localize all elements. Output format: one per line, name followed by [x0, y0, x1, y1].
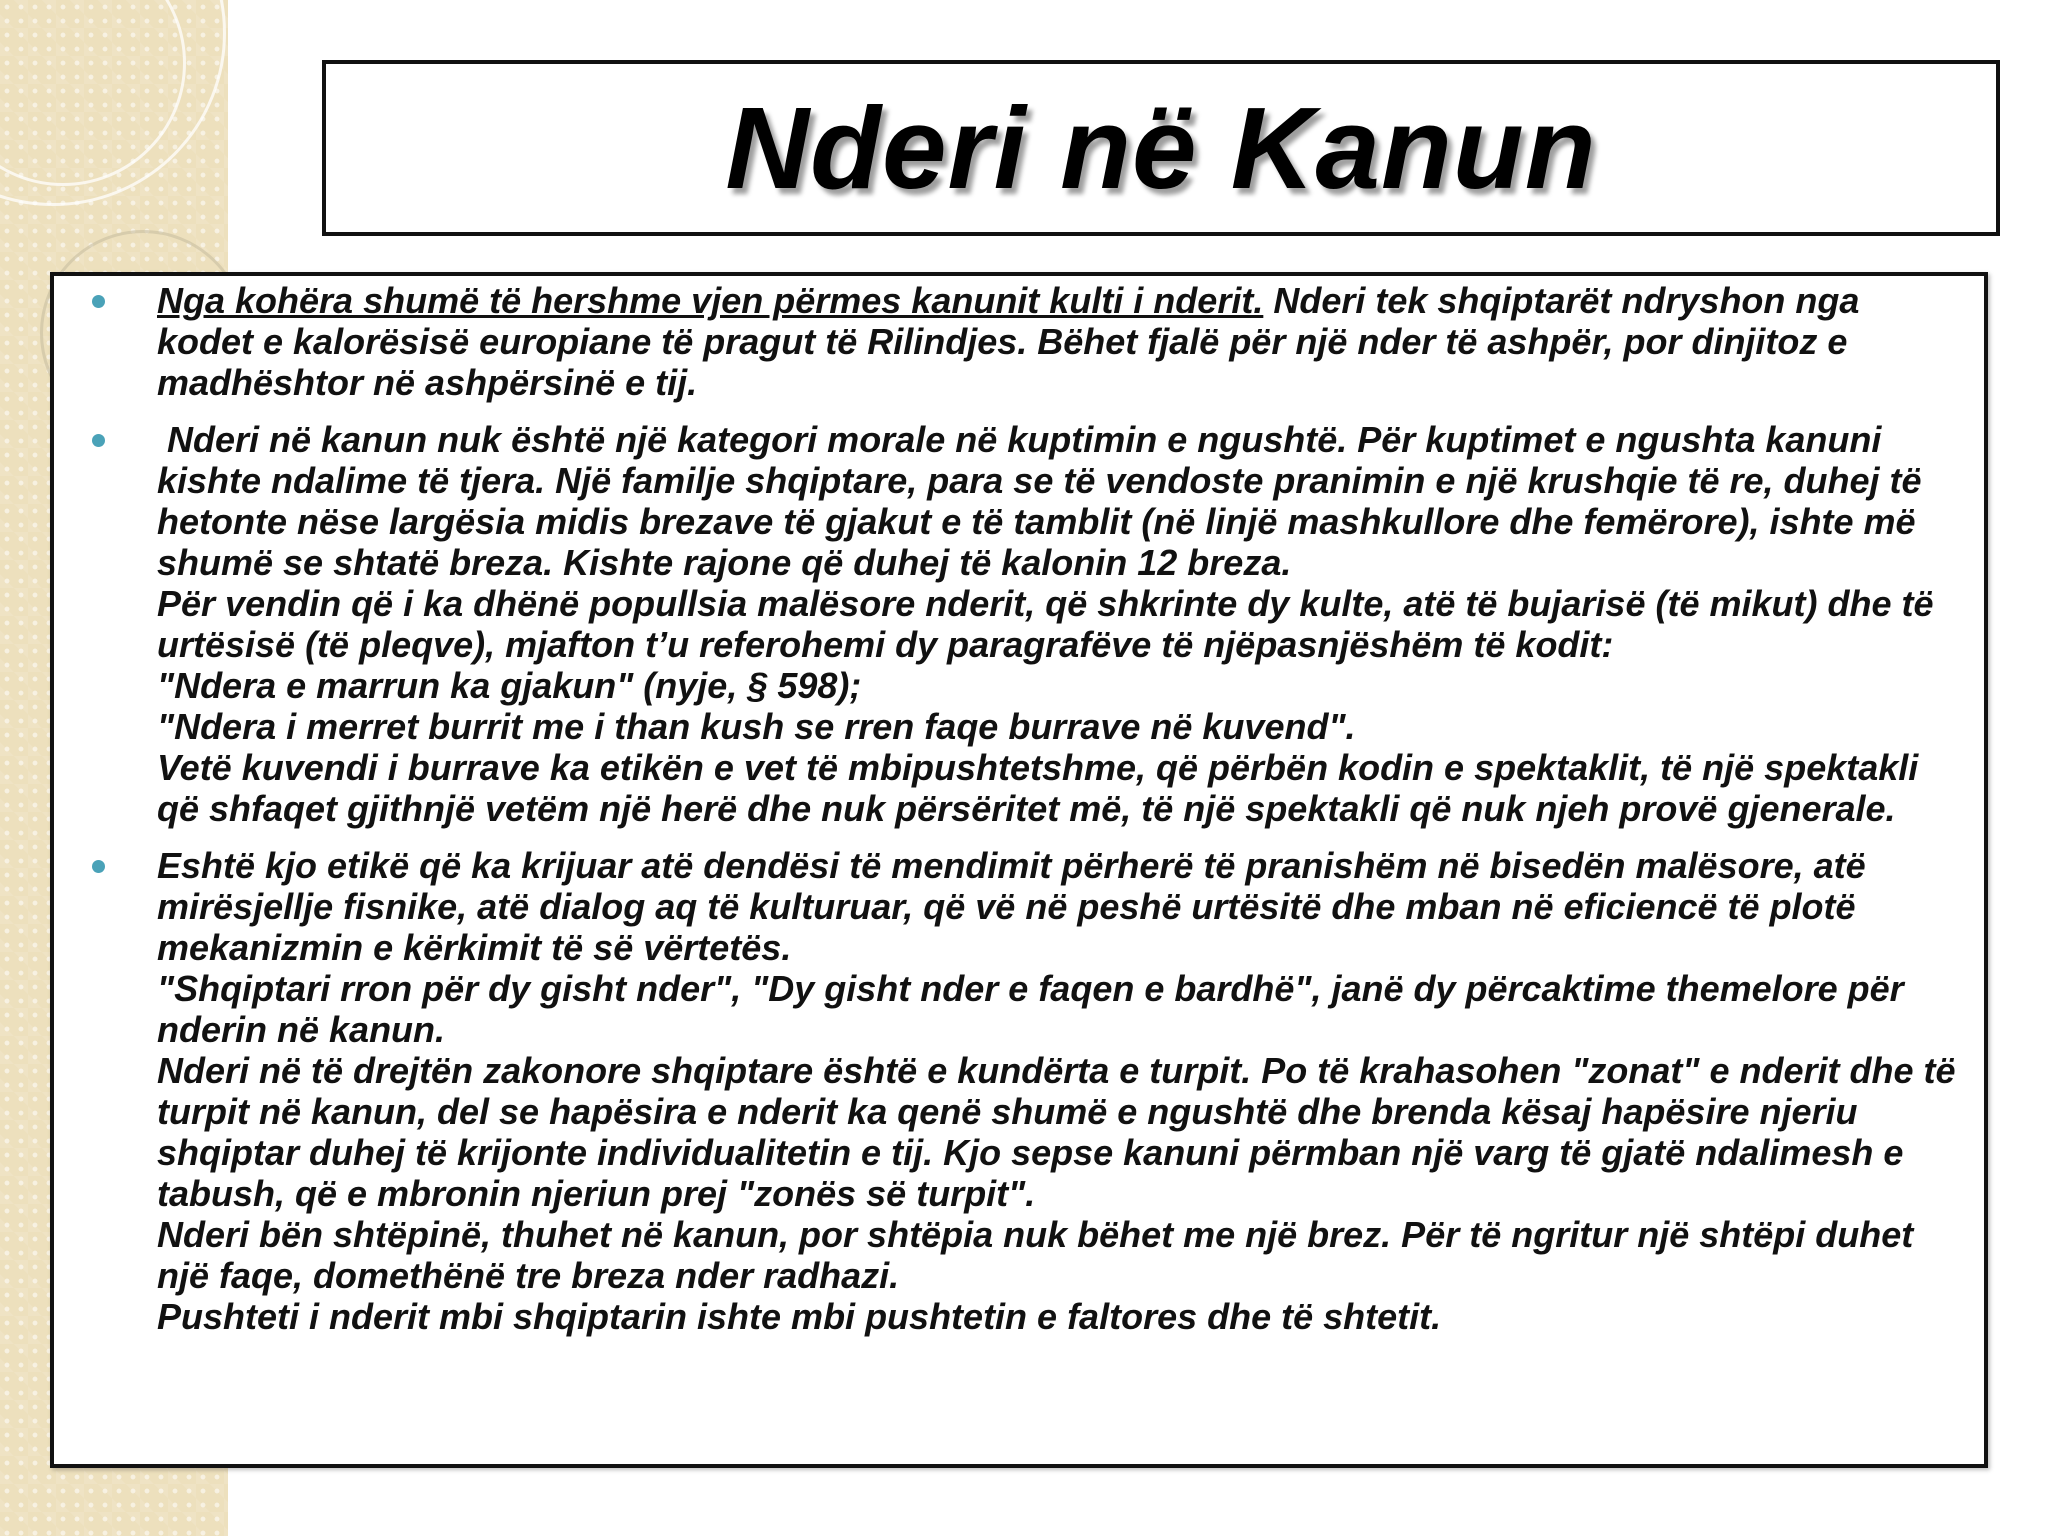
bullet-paragraph: Nderi në kanun nuk është një kategori morale në kuptimin e ngushtë. Për kuptimet e ngushta kanuni kishte ndalime të tjera. Një familje shqiptare, para se të vendoste pranimin e një krushqie të re, duhej të hetonte nëse largësia midis brezave të gjakut e të tamblit (në linjë mashkullore dhe femërore), ishte më shumë se shtatë breza. Kishte rajone që duhej të kalonin 12 breza. — [157, 419, 1932, 583]
bullet-quote: "Ndera i merret burrit me i than kush se rren faqe burrave në kuvend". — [157, 706, 1356, 747]
bullet-paragraph-overflow: Pushteti i nderit mbi shqiptarin ishte mbi pushtetin e faltores dhe të shtetit. — [157, 1296, 1442, 1337]
bullet-paragraph: "Shqiptari rron për dy gisht nder", "Dy gisht nder e faqen e bardhë", janë dy përcaktime themelore për nderin në kanun. — [157, 968, 1914, 1050]
title-box — [322, 60, 2000, 236]
bullet-text: Nderi tek shqiptarët ndryshon nga kodet e kalorësisë europiane të pragut të Rilindjes. Bëhet fjalë për një nder të ashpër, por dinjitoz e madhështor në ashpërsinë e tij. — [157, 280, 1860, 403]
bullet-dot-icon — [92, 295, 105, 308]
slide-title: Nderi në Kanun — [725, 83, 1597, 213]
bullet-paragraph: Vetë kuvendi i burrave ka etikën e vet të mbipushtetshme, që përbën kodin e spektaklit, të një spektakli që shfaqet gjithnjë vetëm një herë dhe nuk përsëritet më, të një spektakli që nuk njeh provë gjenerale. — [157, 747, 1929, 829]
bullet-dot-icon — [92, 860, 105, 873]
bullet-quote: "Ndera e marrun ka gjakun" (nyje, § 598); — [157, 665, 862, 706]
bullet-item — [50, 419, 1980, 829]
bullet-item — [50, 280, 1980, 403]
bullet-lead-underlined: Nga kohëra shumë të hershme vjen përmes kanunit kulti i nderit. — [157, 280, 1264, 321]
bullet-paragraph: Për vendin që i ka dhënë popullsia malësore nderit, që shkrinte dy kulte, atë të bujarisë (të mikut) dhe të urtësisë (të pleqve), mjafton t’u referohemi dy paragrafëve të njëpasnjëshëm të kodit: — [157, 583, 1944, 665]
bullet-paragraph: Nderi në të drejtën zakonore shqiptare është e kundërta e turpit. Po të krahasohen "zonat" e nderit dhe të turpit në kanun, del se hapësira e nderit ka qenë shumë e ngushtë dhe brenda kësaj hapësire njeriu shqiptar duhej të krijonte individualitetin e tij. Kjo sepse kanuni përmban një varg të gjatë ndalimesh e tabush, që e mbronin njeriun prej "zonës së turpit". — [157, 1050, 1966, 1214]
bullet-paragraph: Nderi bën shtëpinë, thuhet në kanun, por shtëpia nuk bëhet me një brez. Për të ngritur një shtëpi duhet një faqe, domethënë tre breza nder radhazi. — [157, 1214, 1924, 1296]
bullet-list — [50, 280, 1980, 1353]
bullet-dot-icon — [92, 434, 105, 447]
bullet-item — [50, 845, 1980, 1337]
bullet-paragraph: Eshtë kjo etikë që ka krijuar atë dendësi të mendimit përherë të pranishëm në bisedën malësore, atë mirësjellje fisnike, atë dialog aq të kulturuar, që vë në peshë urtësitë dhe mban në eficiencë të plotë mekanizmin e kërkimit të së vërtetës. — [157, 845, 1876, 968]
